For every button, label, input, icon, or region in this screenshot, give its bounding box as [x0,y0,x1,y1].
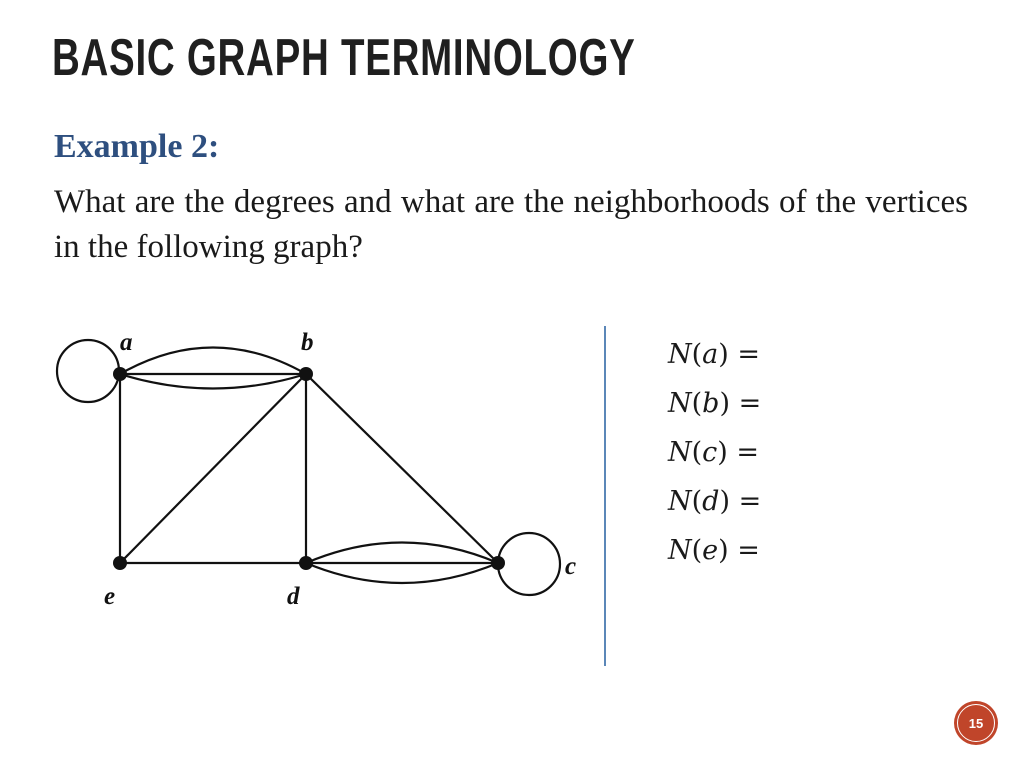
neighborhood-item-d: N(d) = [668,486,762,517]
vertex-b [299,367,313,381]
edge-a-b-top [120,348,306,375]
neighborhood-item-e: N(e) = [668,535,760,566]
vertex-c [491,556,505,570]
neighborhood-item-a: N(a) = [668,339,761,370]
vertex-e [113,556,127,570]
question-text: What are the degrees and what are the neighborhoods of the vertices in the following graph? [54,184,968,265]
vertex-label-d: d [287,583,300,610]
edge-b-e [120,374,306,563]
neighborhood-list [668,330,761,575]
vertex-label-b: b [301,329,314,356]
vertex-label-c: c [565,553,577,580]
vertex-d [299,556,313,570]
edge-d-c-top [306,543,498,564]
vertex-label-a: a [120,329,133,356]
edge-loop-c [498,533,560,595]
example-heading: Example 2: [54,128,220,165]
edge-a-b-bottom [120,374,306,389]
page-number-badge [954,701,998,745]
column-divider [604,326,606,666]
edge-d-c-bottom [306,563,498,583]
vertex-label-e: e [104,583,116,610]
neighborhood-item-c: N(c) = [668,437,760,468]
slide-title: BASIC GRAPH TERMINOLOGY [52,29,636,87]
neighborhood-item-b: N(b) = [668,388,762,419]
page-number: 15 [968,715,984,731]
vertex-a [113,367,127,381]
edge-loop-a [57,340,119,402]
edge-b-c [306,374,498,563]
